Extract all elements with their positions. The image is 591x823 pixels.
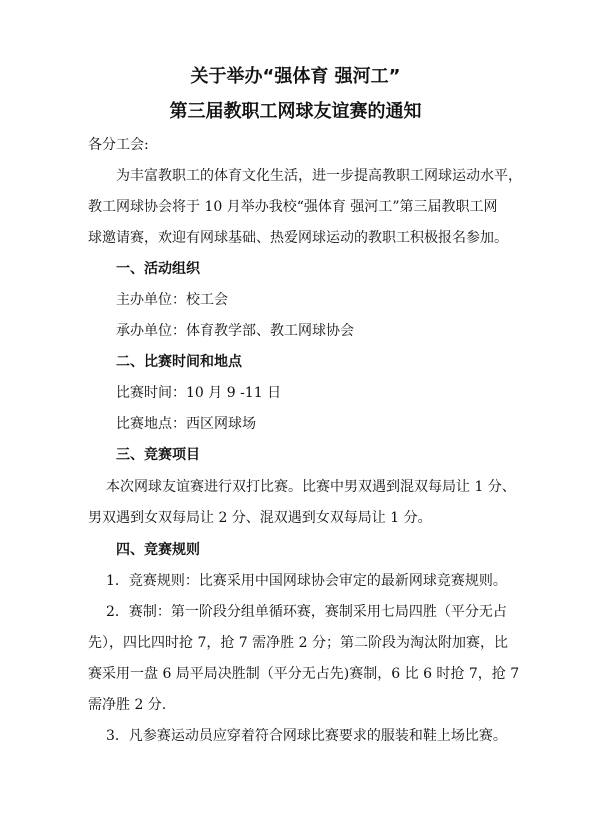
section-heading-rules: 四、竞赛规则 <box>116 542 200 558</box>
rule-2-line-4: 需净胜 2 分. <box>88 697 167 713</box>
events-line-2: 男双遇到女双每局让 2 分、混双遇到女双每局让 1 分。 <box>88 510 432 526</box>
intro-line-3: 球邀请赛，欢迎有网球基础、热爱网球运动的教职工积极报名参加。 <box>88 230 508 246</box>
organizer-line: 主办单位：校工会 <box>116 292 228 308</box>
intro-line-2: 教工网球协会将于 10 月举办我校“强体育 强河工”第三届教职工网 <box>88 199 498 215</box>
co-organizer-line: 承办单位：体育教学部、教工网球协会 <box>116 323 354 339</box>
section-heading-events: 三、竞赛项目 <box>116 447 200 463</box>
section-heading-organization: 一、活动组织 <box>116 261 200 277</box>
rule-1-line: 1．竞赛规则：比赛采用中国网球协会审定的最新网球竞赛规则。 <box>106 573 507 589</box>
rule-2-line-3: 赛采用一盘 6 局平局决胜制（平分无占先)赛制，6 比 6 时抢 7，抢 7 <box>88 666 520 682</box>
rule-2-line-2: 先），四比四时抢 7，抢 7 需净胜 2 分；第二阶段为淘汰附加赛，比 <box>88 635 508 651</box>
section-heading-time-place: 二、比赛时间和地点 <box>116 354 242 370</box>
intro-line-1: 为丰富教职工的体育文化生活，进一步提高教职工网球运动水平， <box>116 168 522 184</box>
rule-3-line: 3．凡参赛运动员应穿着符合网球比赛要求的服装和鞋上场比赛。 <box>106 728 507 744</box>
salutation: 各分工会: <box>88 137 149 153</box>
document-title-line-2: 第三届教职工网球友谊赛的通知 <box>169 101 422 122</box>
match-place-line: 比赛地点：西区网球场 <box>116 416 256 432</box>
match-time-line: 比赛时间：10 月 9 -11 日 <box>116 385 282 401</box>
document-title-line-1: 关于举办“强体育 强河工” <box>190 66 401 87</box>
rule-2-line-1: 2．赛制：第一阶段分组单循环赛，赛制采用七局四胜（平分无占 <box>106 604 507 620</box>
events-line-1: 本次网球友谊赛进行双打比赛。比赛中男双遇到混双每局让 1 分、 <box>106 479 516 495</box>
